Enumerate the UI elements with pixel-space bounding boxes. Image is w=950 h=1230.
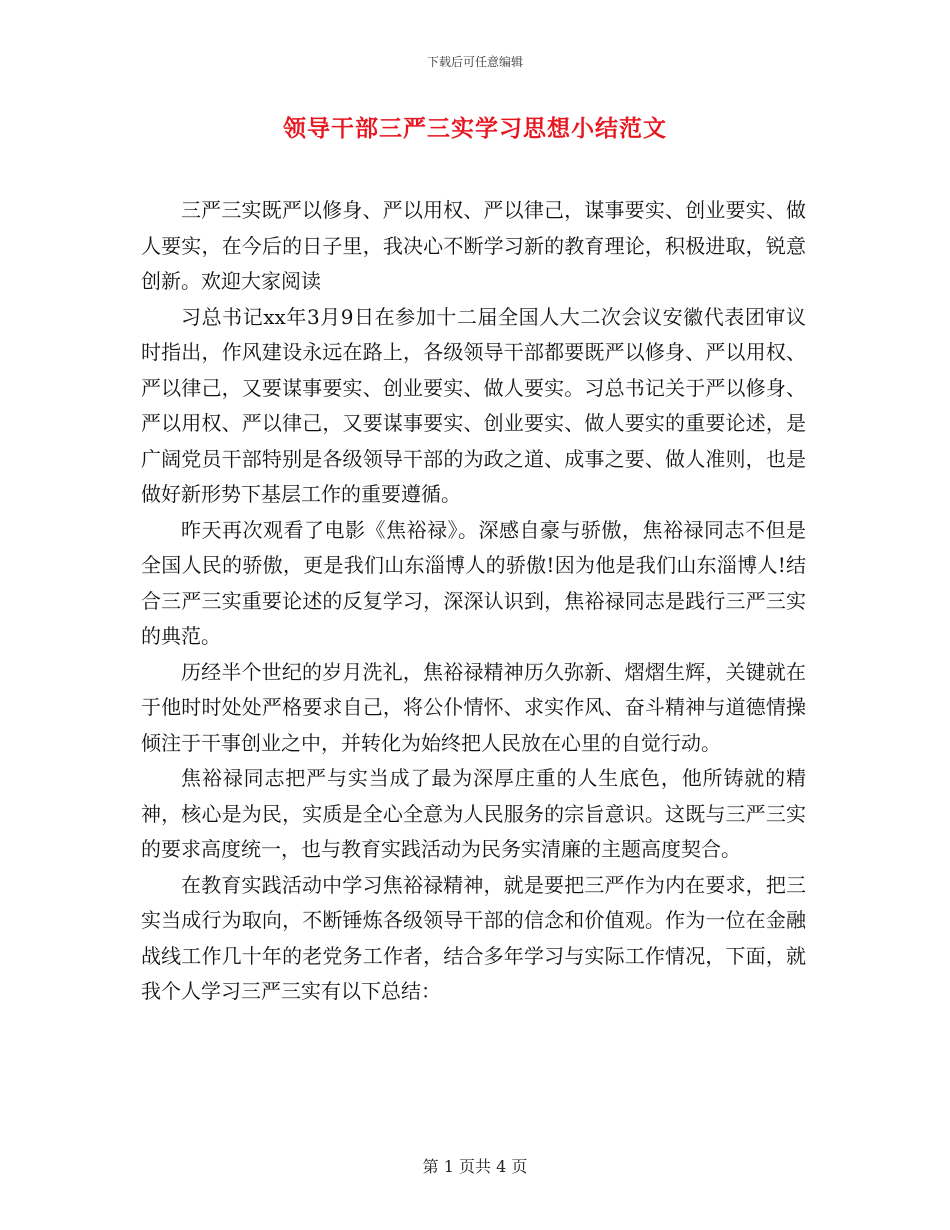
page-header-note: 下载后可任意编辑 — [426, 55, 523, 69]
document-title: 领导干部三严三实学习思想小结范文 — [283, 115, 667, 142]
paragraph-spirit: 历经半个世纪的岁月洗礼，焦裕禄精神历久弥新、熠熠生辉，关键就在于他时时处处严格要求自己，将公仆情怀、求实作风、奋斗精神与道德情操倾注于干事创业之中，并转化为始终把人民放在心里的自觉行动。 — [141, 659, 806, 755]
document-body — [141, 193, 806, 1010]
paragraph-intro: 三严三实既严以修身、严以用权、严以律己，谋事要实、创业要实、做人要实，在今后的日子里，我决心不断学习新的教育理论，积极进取，锐意创新。欢迎大家阅读 — [141, 198, 806, 293]
paragraph-practice: 在教育实践活动中学习焦裕禄精神，就是要把三严作为内在要求，把三实当成行为取向，不断锤炼各级领导干部的信念和价值观。作为一位在金融战线工作几十年的老党务工作者，结合多年学习与实际工作情况，下面，就我个人学习三严三实有以下总结： — [141, 872, 806, 1003]
page-number-footer: 第 1 页共 4 页 — [422, 1157, 528, 1176]
paragraph-core: 焦裕禄同志把严与实当成了最为深厚庄重的人生底色，他所铸就的精神，核心是为民，实质是全心全意为人民服务的宗旨意识。这既与三严三实的要求高度统一，也与教育实践活动为民务实清廉的主题高度契合。 — [141, 766, 806, 861]
paragraph-movie: 昨天再次观看了电影《焦裕禄》。深感自豪与骄傲，焦裕禄同志不但是全国人民的骄傲，更是我们山东淄博人的骄傲!因为他是我们山东淄博人!结合三严三实重要论述的反复学习，深深认识到，焦裕禄同志是践行三严三实的典范。 — [141, 517, 806, 648]
paragraph-speech: 习总书记xx年3月9日在参加十二届全国人大二次会议安徽代表团审议时指出，作风建设永远在路上，各级领导干部都要既严以修身、严以用权、严以律己，又要谋事要实、创业要实、做人要实。习总书记关于严以修身、严以用权、严以律己，又要谋事要实、创业要实、做人要实的重要论述，是广阔党员干部特别是各级领导干部的为政之道、成事之要、做人准则，也是做好新形势下基层工作的重要遵循。 — [141, 304, 806, 506]
